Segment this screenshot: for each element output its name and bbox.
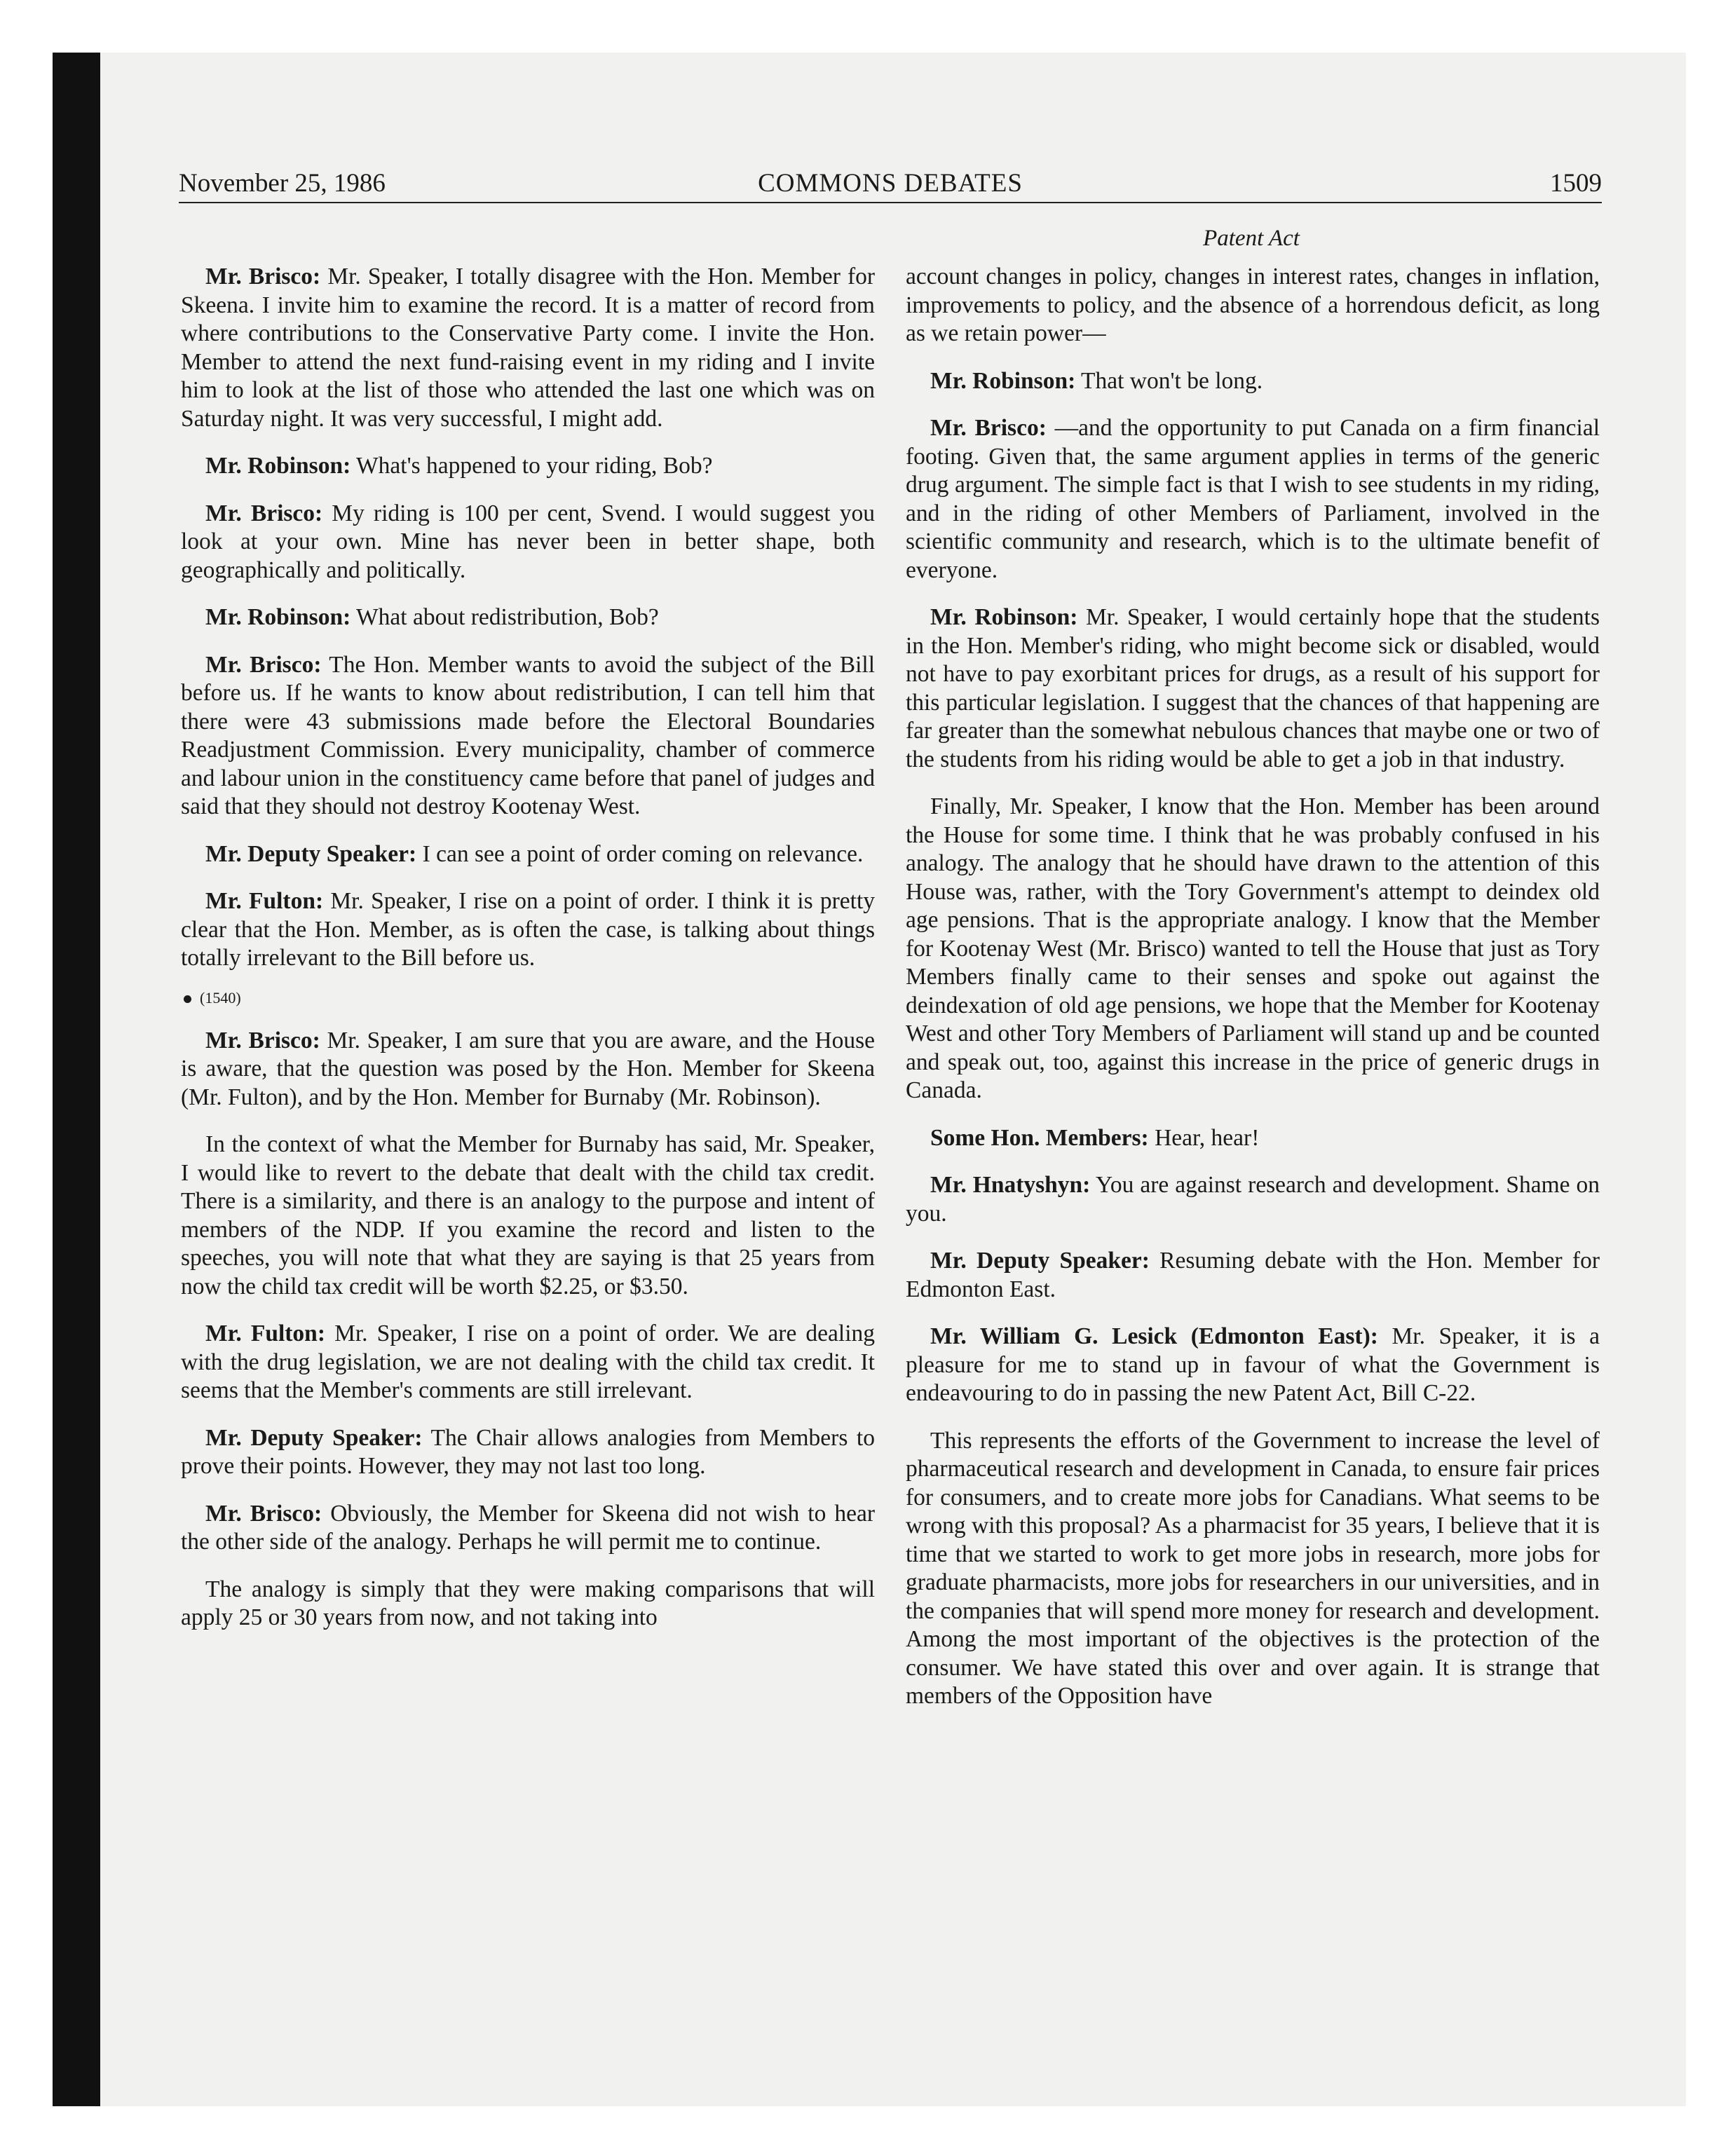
speaker-name: Mr. Fulton: xyxy=(205,1321,325,1346)
speaker-name: Mr. Brisco: xyxy=(205,1027,320,1053)
speaker-name: Mr. Brisco: xyxy=(205,651,322,678)
speech-text: Mr. Speaker, I would certainly hope that the students in the Hon. Member's riding, who might become sick or disabled, would not have to pay exorbitant prices for drugs, as a result of his support for this particular legislation. I suggest that the chances of that happening are far greater than the somewhat nebulous chances that maybe one or two of the students from his riding would be able to get a job in that industry. xyxy=(906,604,1600,772)
paragraph xyxy=(181,263,875,433)
speech-text: This represents the efforts of the Government to increase the level of pharmaceutical research and development in Canada, to ensure fair prices for consumers, and to create more jobs for Canadians. What seems to be wrong with this proposal? As a pharmacist for 35 years, I believe that it is time that we started to work to get more jobs in research, more jobs for graduate pharmacists, more jobs for researchers in our universities, and in the companies that will spend more money for research and development. Among the most important of the objectives is the protection of the consumer. We have stated this over and over again. It is strange that members of the Opposition have xyxy=(906,1427,1600,1709)
speaker-name: Mr. Brisco: xyxy=(930,415,1047,441)
paragraph xyxy=(906,1171,1600,1228)
paragraph xyxy=(181,1131,875,1301)
speaker-name: Mr. Robinson: xyxy=(930,367,1076,394)
paragraph xyxy=(906,1247,1600,1304)
speech-text: That won't be long. xyxy=(1081,367,1263,394)
speech-text: What's happened to your riding, Bob? xyxy=(356,453,713,479)
speaker-name: Mr. Robinson: xyxy=(205,453,351,479)
scan-edge-bar xyxy=(53,53,100,2106)
paragraph xyxy=(181,1424,875,1481)
speech-text: Mr. Speaker, it is a pleasure for me to stand up in favour of what the Government is endeavouring to do in passing the new Patent Act, Bill C-22. xyxy=(906,1323,1600,1406)
paragraph xyxy=(181,840,875,869)
paragraph xyxy=(906,603,1600,774)
speaker-name: Mr. Deputy Speaker: xyxy=(205,840,417,867)
paragraph xyxy=(181,1320,875,1405)
page-number: 1509 xyxy=(1550,169,1602,198)
speech-text: Finally, Mr. Speaker, I know that the Hon. Member has been around the House for some time. I think that he was probably confused in his analogy. The analogy that he should have drawn to the attention of this House was, rather, with the Tory Government's attempt to deindex old age pensions. That is the appropriate analogy. I know that the Member for Kootenay West (Mr. Brisco) wanted to tell the House that just as Tory Members finally came to their senses and spoke out against the deindexation of old age pensions, we hope that the Member for Kootenay West and other Tory Members of Parliament will stand up and be counted and speak out, too, against this increase in the price of generic drugs in Canada. xyxy=(906,793,1600,1103)
speaker-name: Mr. Deputy Speaker: xyxy=(930,1248,1150,1274)
speech-text: You are against research and development. Shame on you. xyxy=(906,1172,1600,1227)
speech-text: The Hon. Member wants to avoid the subject of the Bill before us. If he wants to know about redistribution, I can tell him that there were 43 submissions made before the Electoral Boundaries Readjustment Commission. Every municipality, chamber of commerce and labour union in the constituency came before that panel of judges and said that they should not destroy Kootenay West. xyxy=(181,651,875,819)
speech-text: What about redistribution, Bob? xyxy=(356,604,659,630)
speech-text: Hear, hear! xyxy=(1155,1124,1260,1151)
header-date: November 25, 1986 xyxy=(179,169,386,198)
paragraph xyxy=(181,651,875,821)
speech-text: In the context of what the Member for Burnaby has said, Mr. Speaker, I would like to revert to the debate that dealt with the child tax credit. There is a similarity, and there is an analogy to the purpose and intent of members of the NDP. If you examine the record and listen to the speeches, you will note that what they are saying is that 25 years from now the child tax credit will be worth $2.25, or $3.50. xyxy=(181,1131,875,1299)
paragraph xyxy=(906,263,1600,348)
speaker-name: Mr. Brisco: xyxy=(205,264,321,289)
speech-text: My riding is 100 per cent, Svend. I would suggest you look at your own. Mine has never been in better shape, both geographically and politically. xyxy=(181,500,875,583)
paragraph xyxy=(181,500,875,585)
paragraph xyxy=(906,1323,1600,1408)
paragraph xyxy=(181,1500,875,1557)
paragraph xyxy=(906,414,1600,585)
paragraph xyxy=(181,603,875,632)
speech-text: Obviously, the Member for Skeena did not wish to hear the other side of the analogy. Perhaps he will permit me to continue. xyxy=(181,1500,876,1555)
speech-text: Mr. Speaker, I rise on a point of order. I think it is pretty clear that the Hon. Member, as is often the case, is talking about things totally irrelevant to the Bill before us. xyxy=(181,888,875,971)
running-subject: Patent Act xyxy=(1203,226,1300,251)
speaker-name: Mr. Robinson: xyxy=(205,604,351,630)
paragraph xyxy=(906,1427,1600,1711)
speaker-name: Mr. Fulton: xyxy=(205,888,324,914)
bullet-icon xyxy=(184,995,191,1003)
speech-text: Mr. Speaker, I am sure that you are aware, and the House is aware, that the question was posed by the Hon. Member for Skeena (Mr. Fulton), and by the Hon. Member for Burnaby (Mr. Robinson). xyxy=(181,1027,875,1110)
speaker-name: Mr. Hnatyshyn: xyxy=(930,1172,1091,1198)
paragraph xyxy=(906,793,1600,1105)
speech-text: Mr. Speaker, I totally disagree with the Hon. Member for Skeena. I invite him to examine the record. It is a matter of record from where contributions to the Conservative Party come. I invite the Hon. Member to attend the next fund-raising event in my riding and I invite him to look at the list of those who attended the last one which was on Saturday night. It was very successful, I might add. xyxy=(181,264,876,432)
speech-text: Mr. Speaker, I rise on a point of order. We are dealing with the drug legislation, we are not dealing with the child tax credit. It seems that the Member's comments are still irrelevant. xyxy=(181,1321,876,1403)
speaker-name: Mr. Robinson: xyxy=(930,604,1078,630)
time-marker-text: (1540) xyxy=(200,988,241,1007)
paragraph xyxy=(181,1576,875,1632)
paragraph xyxy=(906,1124,1600,1153)
paragraph xyxy=(181,452,875,481)
paragraph xyxy=(906,367,1600,396)
speech-text: —and the opportunity to put Canada on a firm financial footing. Given that, the same argument applies in terms of the generic drug argument. The simple fact is that I wish to see students in my riding, and in the riding of other Members of Parliament, involved in the scientific community and research, which is to the ultimate benefit of everyone. xyxy=(906,415,1600,583)
speech-text: The Chair allows analogies from Members to prove their points. However, they may not last too long. xyxy=(181,1424,875,1479)
speaker-name: Some Hon. Members: xyxy=(930,1124,1149,1151)
speaker-name: Mr. Deputy Speaker: xyxy=(205,1424,423,1451)
speaker-name: Mr. Brisco: xyxy=(205,1500,322,1527)
speech-text: I can see a point of order coming on relevance. xyxy=(422,840,864,867)
paragraph xyxy=(181,887,875,973)
speech-text: Resuming debate with the Hon. Member for Edmonton East. xyxy=(906,1248,1600,1302)
speaker-name: Mr. William G. Lesick (Edmonton East): xyxy=(930,1323,1378,1349)
speech-text: The analogy is simply that they were making comparisons that will apply 25 or 30 years from now, and not taking into xyxy=(181,1576,875,1630)
speech-text: account changes in policy, changes in interest rates, changes in inflation, improvements to policy, and the absence of a horrendous deficit, as long as we retain power— xyxy=(906,264,1600,346)
page-header xyxy=(179,167,1602,200)
speaker-name: Mr. Brisco: xyxy=(205,500,323,526)
header-title: COMMONS DEBATES xyxy=(758,169,1023,198)
time-marker xyxy=(181,988,875,1009)
right-column xyxy=(906,263,1600,1730)
paragraph xyxy=(181,1027,875,1112)
header-rule xyxy=(179,202,1602,203)
left-column xyxy=(181,263,875,1651)
